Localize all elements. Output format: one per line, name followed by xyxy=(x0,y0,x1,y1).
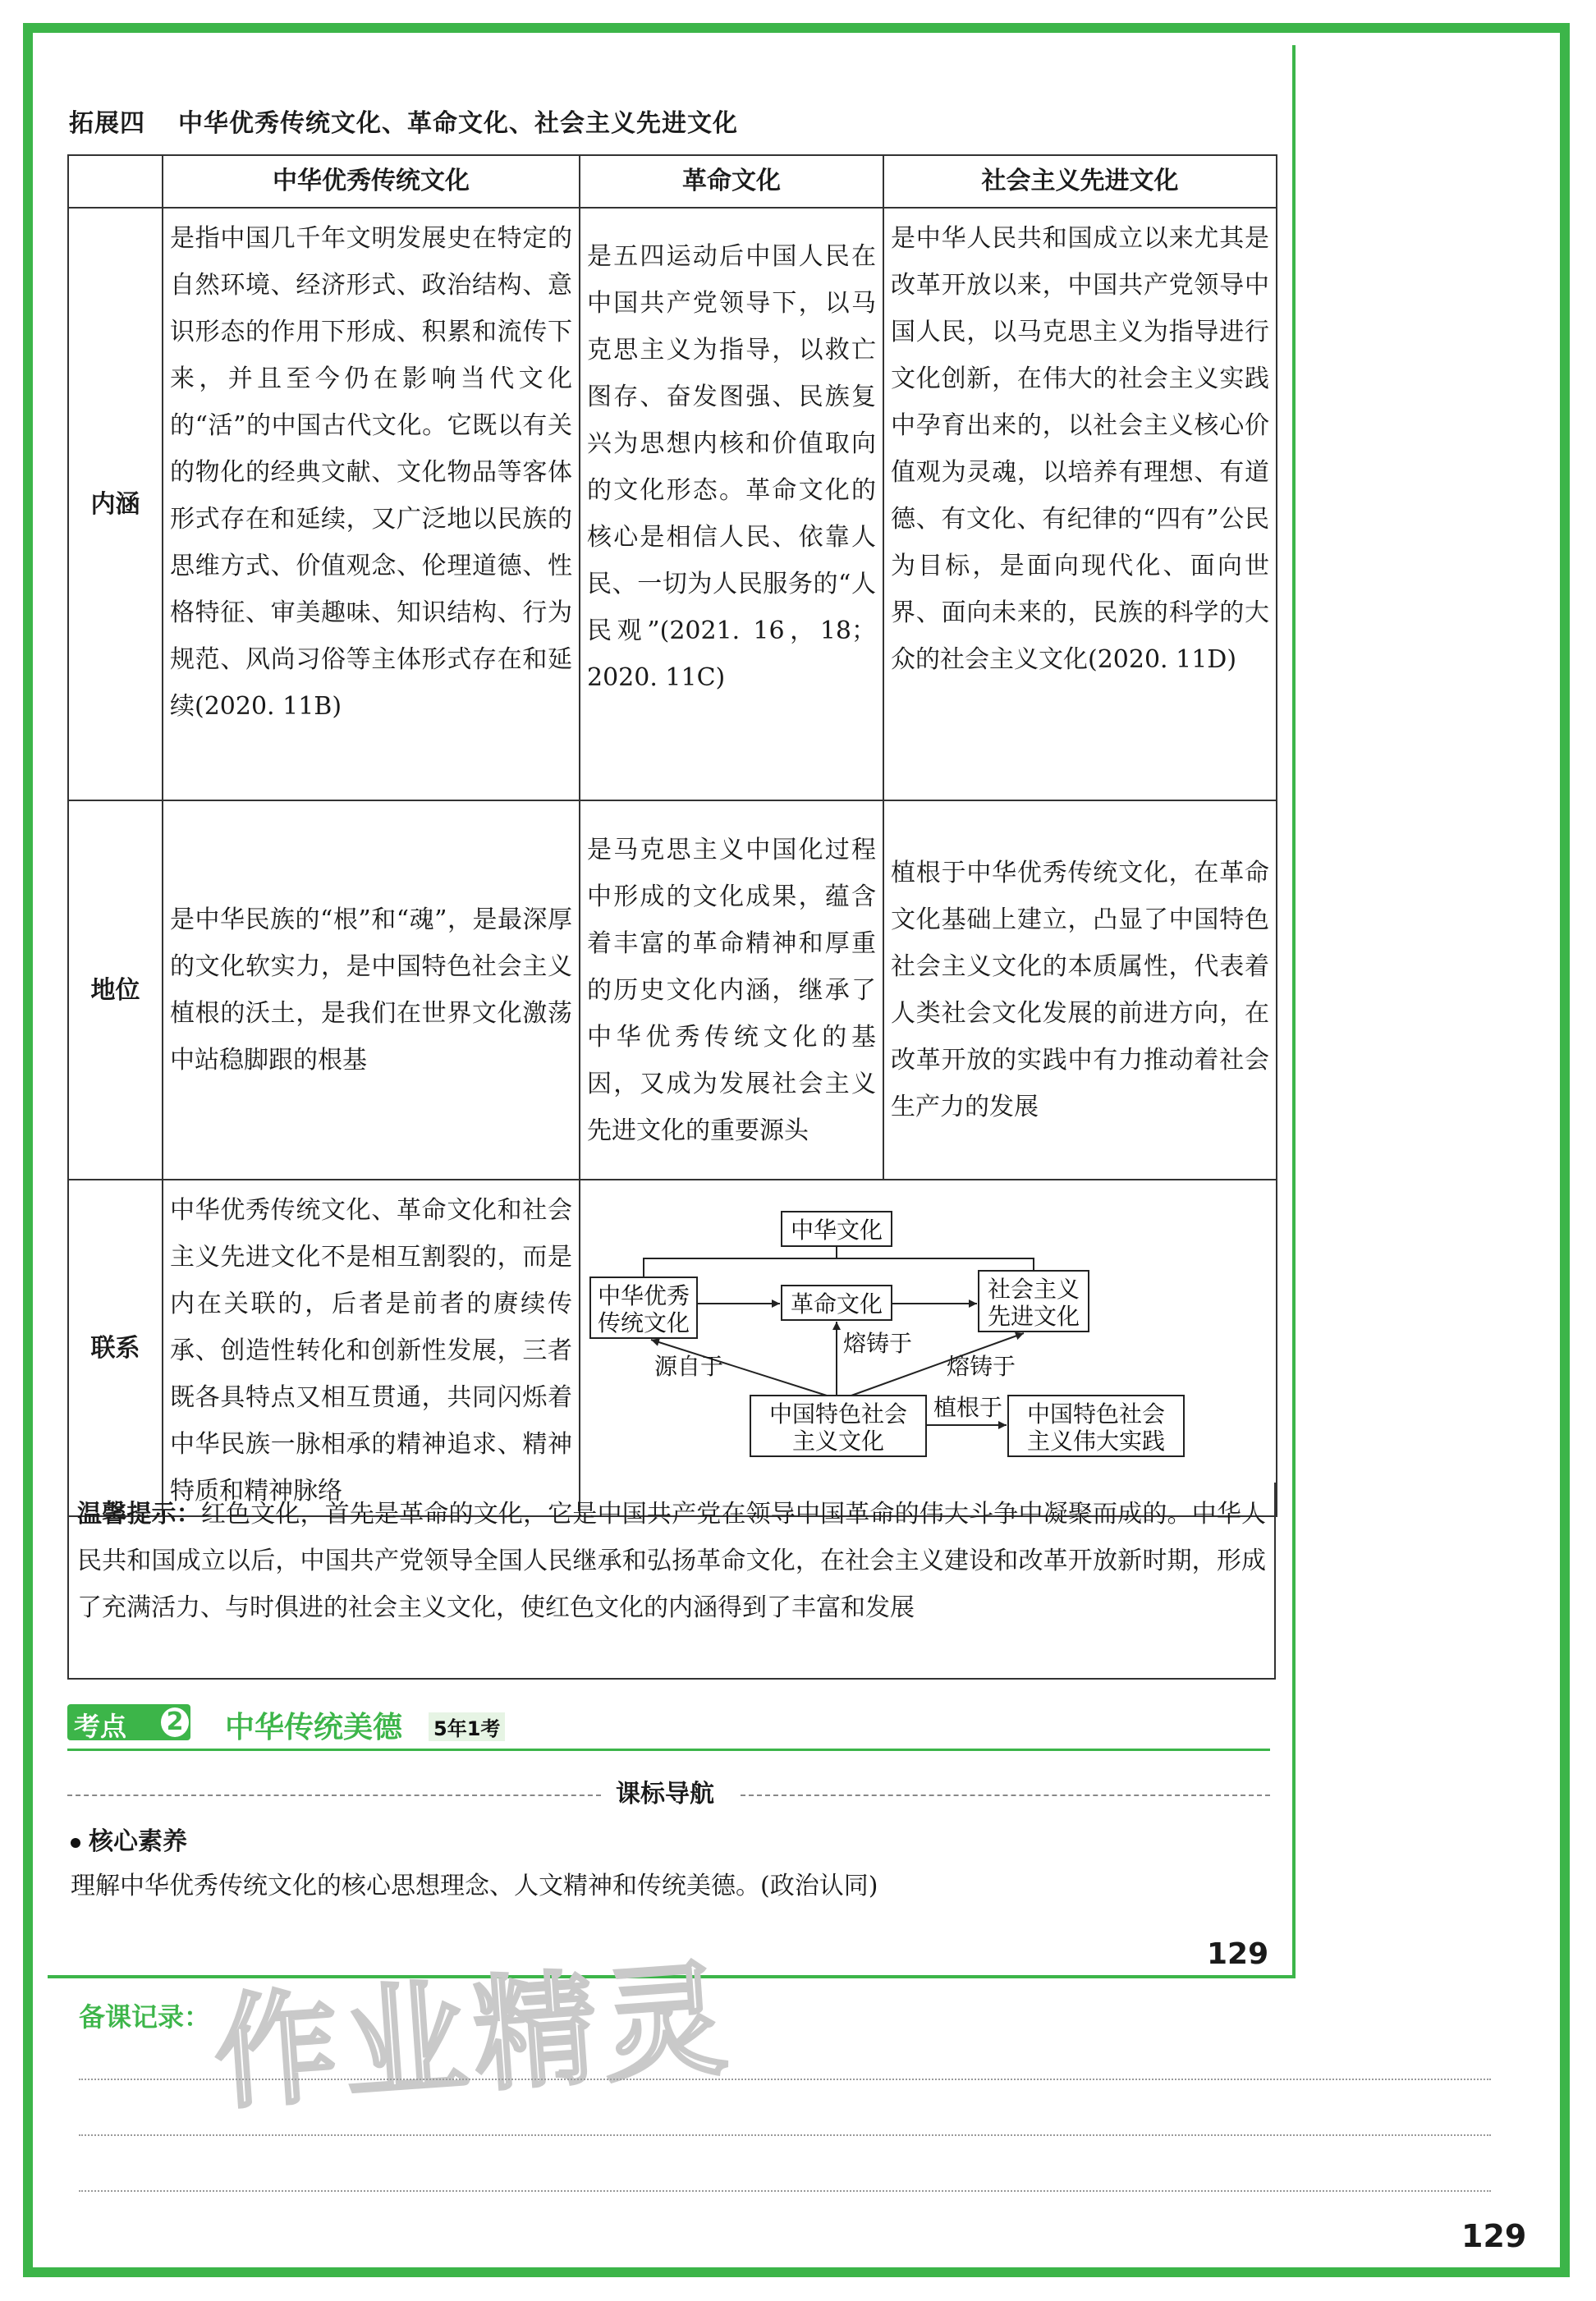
exam-point-tag-label: 考点 xyxy=(74,1711,127,1742)
section-title xyxy=(69,103,738,139)
node-practice-label-1: 中国特色社会 xyxy=(1026,1400,1166,1428)
node-socialist-characteristic-culture xyxy=(750,1396,926,1456)
comparison-table xyxy=(67,154,1277,1517)
watermark: 作业精灵 xyxy=(209,1948,738,2127)
exam-point-header xyxy=(67,1704,1270,1751)
core-literacy-text: 理解中华优秀传统文化的核心思想理念、人文精神和传统美德。(政治认同) xyxy=(71,1872,878,1900)
label-forge-2: 熔铸于 xyxy=(947,1353,1016,1380)
table-row-status xyxy=(68,800,1277,1180)
table-row-relation xyxy=(68,1180,1277,1516)
cell-connotation-revolutionary: 是五四运动后中国人民在中国共产党领导下，以马克思主义为指导，以救亡图存、奋发图强、民族复兴为思想内核和价值取向的文化形态。革命文化的核心是相信人民、依靠人民、一切为人民服务的“人民观”(2021. 16，18；2020. 11C) xyxy=(580,208,883,800)
cell-status-socialist: 植根于中华优秀传统文化，在革命文化基础上建立，凸显了中国特色社会主义文化的本质属性，代表着人类社会文化发展的前进方向，在改革开放的实践中有力推动着社会生产力的发展 xyxy=(883,800,1277,1180)
bullet-icon xyxy=(71,1838,80,1848)
core-literacy-heading xyxy=(71,1821,187,1857)
section-heading: 中华优秀传统文化、革命文化、社会主义先进文化 xyxy=(178,109,738,138)
divider-left xyxy=(67,1795,601,1796)
node-revolutionary-label: 革命文化 xyxy=(790,1290,883,1318)
cell-status-traditional: 是中华民族的“根”和“魂”，是最深厚的文化软实力，是中国特色社会主义植根的沃土，是我们在世界文化激荡中站稳脚跟的根基 xyxy=(163,800,580,1180)
exam-point-number: 2 xyxy=(161,1707,189,1737)
table-header-row xyxy=(68,155,1277,208)
page-number-inner: 129 xyxy=(1207,1937,1269,1971)
exam-point-frequency: 5年1考 xyxy=(429,1712,505,1741)
row-label-relation: 联系 xyxy=(68,1180,163,1516)
divider-right xyxy=(741,1795,1270,1796)
relation-diagram-cell xyxy=(580,1180,1277,1516)
node-traditional-label-2: 传统文化 xyxy=(597,1309,690,1336)
cell-connotation-traditional: 是指中国几千年文明发展史在特定的自然环境、经济形式、政治结构、意识形态的作用下形成、积累和流传下来，并且至今仍在影响当代文化的“活”的中国古代文化。它既以有关的物化的经典文献、文化物品等客体形式存在和延续，又广泛地以民族的思维方式、价值观念、伦理道德、性格特征、审美趣味、知识结构、行为规范、风尚习俗等主体形式存在和延续(2020. 11B) xyxy=(163,208,580,800)
cell-connotation-socialist: 是中华人民共和国成立以来尤其是改革开放以来，中国共产党领导中国人民，以马克思主义为指导进行文化创新，在伟大的社会主义实践中孕育出来的，以社会主义核心价值观为灵魂，以培养有理想、有道德、有文化、有纪律的“四有”公民为目标，是面向现代化、面向世界、面向未来的，民族的科学的大众的社会主义文化(2020. 11D) xyxy=(883,208,1277,800)
node-characteristic-label-2: 主义文化 xyxy=(791,1428,885,1455)
notes-line-3 xyxy=(79,2190,1491,2192)
node-socialist-label-1: 社会主义 xyxy=(987,1276,1080,1303)
tip-label: 温馨提示： xyxy=(77,1500,201,1529)
page-number-outer: 129 xyxy=(1461,2218,1527,2254)
node-chinese-culture-label: 中华文化 xyxy=(790,1217,883,1244)
curriculum-nav-title: 课标导航 xyxy=(616,1780,714,1808)
row-label-connotation: 内涵 xyxy=(68,208,163,800)
node-chinese-culture xyxy=(782,1212,892,1246)
node-socialist-culture xyxy=(979,1271,1089,1332)
node-traditional-label-1: 中华优秀 xyxy=(597,1282,690,1309)
node-revolutionary-culture xyxy=(782,1286,892,1320)
node-traditional-culture xyxy=(590,1277,697,1338)
cell-status-revolutionary: 是马克思主义中国化过程中形成的文化成果，蕴含着丰富的革命精神和厚重的历史文化内涵，继承了中华优秀传统文化的基因，又成为发展社会主义先进文化的重要源头 xyxy=(580,800,883,1180)
table-row-connotation xyxy=(68,208,1277,800)
curriculum-nav xyxy=(67,1780,1270,1808)
relation-diagram xyxy=(580,1180,1276,1515)
tip-box xyxy=(67,1483,1276,1680)
node-practice-label-2: 主义伟大实践 xyxy=(1026,1428,1166,1455)
cell-relation-text: 中华优秀传统文化、革命文化和社会主义先进文化不是相互割裂的，而是内在关联的，后者是前者的赓续传承、创造性转化和创新性发展，三者既各具特点又相互贯通，共同闪烁着中华民族一脉相承的精神追求、精神特质和精神脉络 xyxy=(163,1180,580,1516)
exam-point-title: 中华传统美德 xyxy=(225,1711,403,1744)
table-header-revolutionary: 革命文化 xyxy=(580,155,883,208)
lesson-notes-label: 备课记录： xyxy=(79,2001,211,2033)
node-socialist-label-2: 先进文化 xyxy=(987,1303,1080,1330)
notes-line-2 xyxy=(79,2134,1491,2136)
node-characteristic-label-1: 中国特色社会 xyxy=(768,1400,908,1428)
node-great-practice xyxy=(1008,1396,1184,1456)
tip-text: 红色文化，首先是革命的文化，它是中国共产党在领导中国革命的伟大斗争中凝聚而成的。中华人民共和国成立以后，中国共产党领导全国人民继承和弘扬革命文化，在社会主义建设和改革开放新时期，形成了充满活力、与时俱进的社会主义文化，使红色文化的内涵得到了丰富和发展 xyxy=(77,1500,1267,1622)
table-header-traditional: 中华优秀传统文化 xyxy=(163,155,580,208)
table-header-socialist: 社会主义先进文化 xyxy=(883,155,1277,208)
label-root: 植根于 xyxy=(933,1394,1003,1421)
exam-point-tag xyxy=(67,1704,190,1740)
relation-diagram-svg xyxy=(580,1180,1277,1509)
label-source: 源自于 xyxy=(654,1353,724,1380)
connector-top xyxy=(644,1258,1034,1277)
table-header-empty xyxy=(68,155,163,208)
core-literacy-title: 核心素养 xyxy=(89,1827,187,1856)
section-label: 拓展四 xyxy=(69,109,145,138)
row-label-status: 地位 xyxy=(68,800,163,1180)
notes-line-1 xyxy=(79,2079,1491,2080)
label-forge-1: 熔铸于 xyxy=(843,1330,913,1357)
